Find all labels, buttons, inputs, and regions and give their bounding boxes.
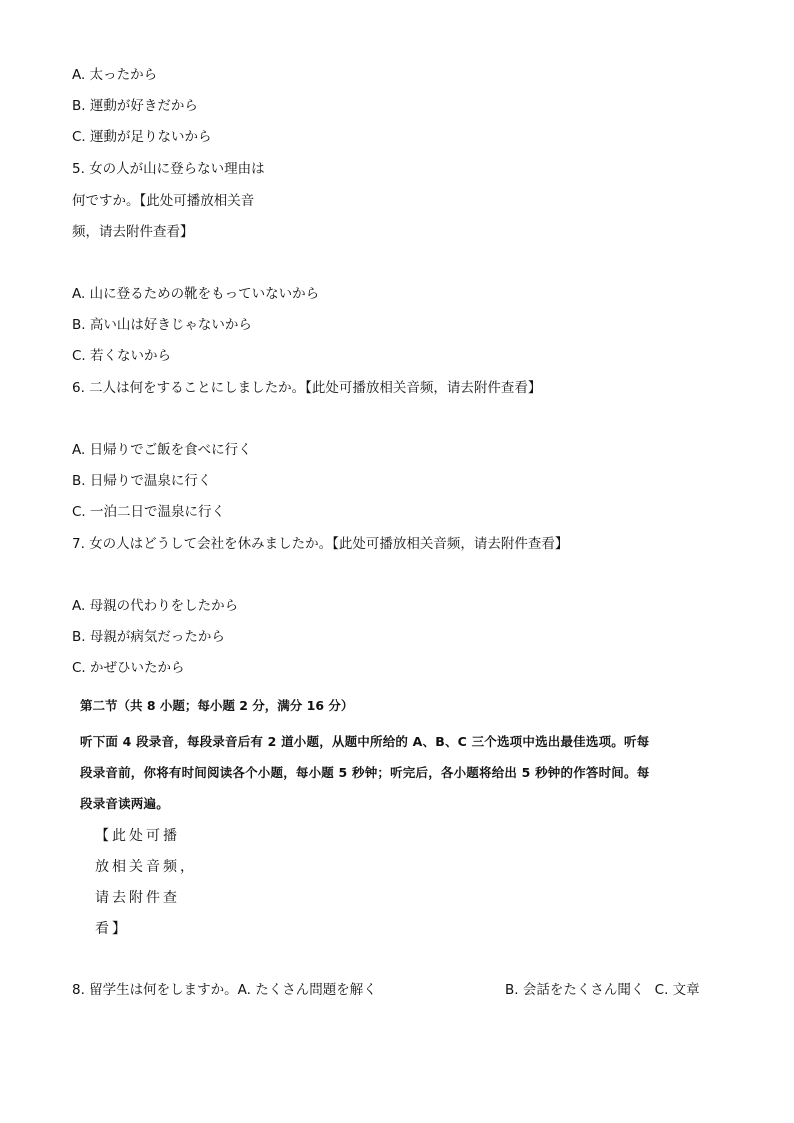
q6-option-b: B. 日帰りで温泉に行く [72,473,212,489]
section-2-instruction-line2: 段录音前，你将有时间阅读各个小题，每小题 5 秒钟；听完后，各小题将给出 5 秒钟的作答时间。每 [80,765,650,780]
audio-note-line4: 看】 [95,921,129,937]
audio-note-line1: 【此处可播 [95,828,180,844]
section-2-heading: 第二节（共 8 小题；每小题 2 分，满分 16 分） [80,698,354,713]
q5-stem-line1: 5. 女の人が山に登らない理由は [72,161,265,177]
q4-option-a: A. 太ったから [72,67,158,83]
q5-stem-line3: 频，请去附件查看】 [72,224,194,240]
q4-option-c: C. 運動が足りないから [72,129,212,145]
q7-option-a: A. 母親の代わりをしたから [72,598,239,614]
q7-stem: 7. 女の人はどうして会社を休みましたか。【此处可播放相关音频，请去附件查看】 [72,536,569,552]
q8-option-c: C. 文章 [654,982,700,998]
q7-option-b: B. 母親が病気だったから [72,629,225,645]
q5-stem-line2: 何ですか。【此处可播放相关音 [72,193,255,209]
q5-option-a: A. 山に登るための靴をもっていないから [72,286,320,302]
q6-stem: 6. 二人は何をすることにしましたか。【此处可播放相关音频，请去附件查看】 [72,380,542,396]
section-2-instruction-line1: 听下面 4 段录音，每段录音后有 2 道小题，从题中所给的 A、B、C 三个选项中选出最佳选项。听每 [80,734,650,749]
q6-option-a: A. 日帰りでご飯を食べに行く [72,442,252,458]
q4-option-b: B. 運動が好きだから [72,98,198,114]
q6-option-c: C. 一泊二日で温泉に行く [72,504,226,520]
q8-stem-option-a: 8. 留学生は何をしますか。A. たくさん問題を解く [72,982,377,998]
q5-option-b: B. 高い山は好きじゃないから [72,317,252,333]
q8-option-b: B. 会話をたくさん聞く [505,982,645,998]
audio-note-line3: 请去附件查 [95,890,180,906]
q7-option-c: C. かぜひいたから [72,660,185,676]
audio-note-line2: 放相关音频， [95,859,197,875]
q5-option-c: C. 若くないから [72,348,172,364]
section-2-instruction-line3: 段录音读两遍。 [80,796,169,811]
q8-option-b-c [505,981,700,999]
